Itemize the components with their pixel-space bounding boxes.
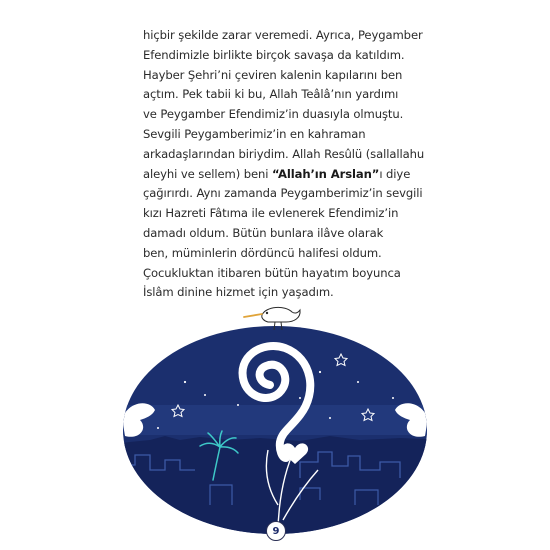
text-segment: diye <box>386 166 411 181</box>
text-line: Hayber Şehri’ni çeviren kalenin kapılarını ben <box>143 67 403 82</box>
bold-phrase: “Allah’ın Arslan” <box>271 166 380 181</box>
text-line: Çocukluktan itibaren bütün hayatım boyunca <box>143 265 401 280</box>
text-line: Efendimizle birlikte birçok savaşa da katıldım. <box>143 47 405 62</box>
text-line: İslâm dinine hizmet için yaşadım. <box>143 285 334 300</box>
text-line: arkadaşlarından biriydim. Allah Resûlü (sallallahu <box>143 146 425 161</box>
text-line: ben, müminlerin dördüncü halifesi oldum. <box>143 245 382 260</box>
text-line: kızı Hazreti Fâtıma ile evlenerek Efendimiz’in <box>143 206 399 221</box>
night-sky <box>100 320 450 550</box>
text-segment: ı <box>379 166 383 181</box>
text-line: Sevgili Peygamberimiz’in en kahraman <box>143 126 366 141</box>
text-line: çağırırdı. Aynı zamanda Peygamberimiz’in sevgili <box>143 186 423 201</box>
text-line: açtım. Pek tabii ki bu, Allah Teâlâ’nın yardımı <box>143 87 399 102</box>
text-segment: aleyhi ve sellem) beni <box>143 166 269 181</box>
page-number: 9 <box>266 521 286 541</box>
text-line: damadı oldum. Bütün bunlara ilâve olarak <box>143 225 384 240</box>
text-line: hiçbir şekilde zarar veremedi. Ayrıca, Peygamber <box>143 28 423 42</box>
text-line: ve Peygamber Efendimiz’in duasıyla olmuştu. <box>143 107 404 122</box>
